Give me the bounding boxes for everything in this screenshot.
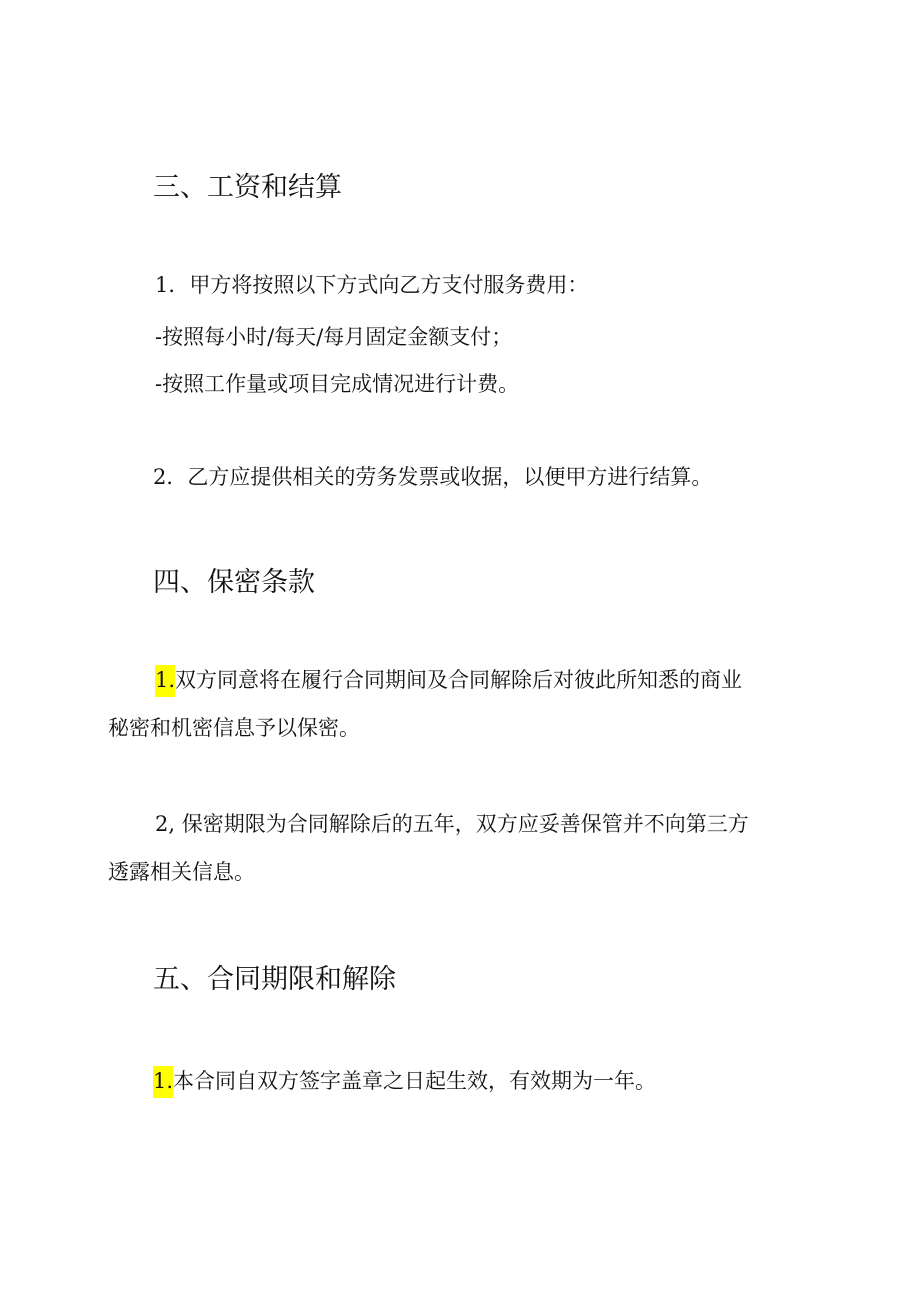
section-4-item-2-line-1: 2, 保密期限为合同解除后的五年，双方应妥善保管并不向第三方 bbox=[155, 812, 749, 836]
section-4-item-1-line-1 bbox=[155, 665, 742, 697]
highlighted-number: 1. bbox=[153, 1066, 173, 1098]
section-5-item-1 bbox=[153, 1066, 656, 1098]
section-3-item-1-line-2: -按照每小时/每天/每月固定金额支付； bbox=[155, 325, 513, 349]
section-4-heading: 四、保密条款 bbox=[153, 567, 315, 598]
section-3-item-2: 2．乙方应提供相关的劳务发票或收据，以便甲方进行结算。 bbox=[153, 465, 713, 489]
section-4-item-1-text: 双方同意将在履行合同期间及合同解除后对彼此所知悉的商业 bbox=[175, 668, 743, 692]
section-4-item-1-line-2: 秘密和机密信息予以保密。 bbox=[108, 716, 360, 740]
section-3-item-1-line-1: 1．甲方将按照以下方式向乙方支付服务费用： bbox=[155, 273, 589, 297]
highlighted-number: 1. bbox=[155, 665, 175, 697]
section-3-item-1-line-3: -按照工作量或项目完成情况进行计费。 bbox=[155, 372, 520, 396]
section-5-item-1-text: 本合同自双方签字盖章之日起生效，有效期为一年。 bbox=[173, 1069, 657, 1093]
section-3-heading: 三、工资和结算 bbox=[153, 172, 342, 203]
section-5-heading: 五、合同期限和解除 bbox=[153, 964, 396, 995]
section-4-item-2-line-2: 透露相关信息。 bbox=[108, 860, 255, 884]
